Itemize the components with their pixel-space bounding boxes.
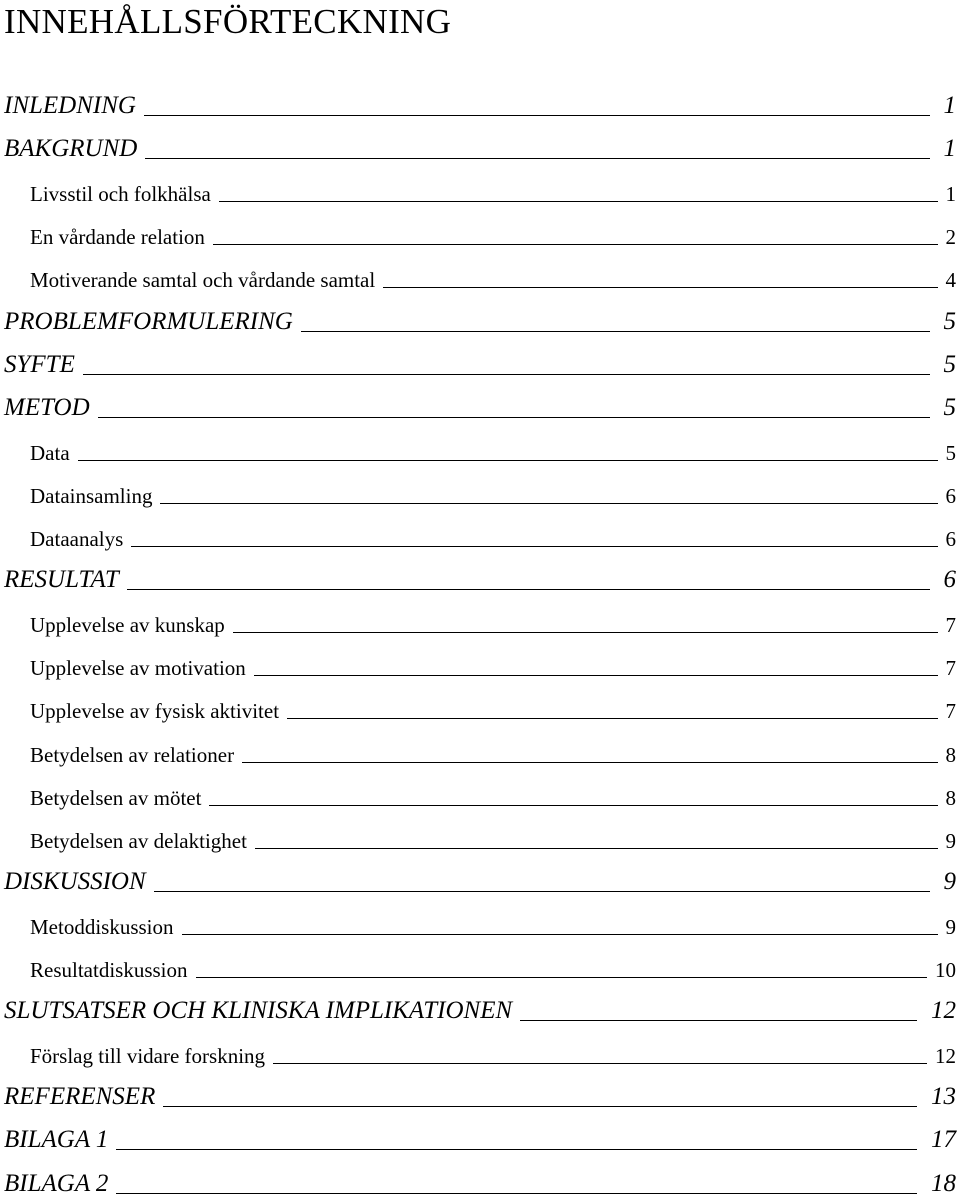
- toc-entry-label: REFERENSER: [4, 1083, 156, 1111]
- toc-entry-page: 5: [943, 350, 956, 378]
- toc-entry-label: Upplevelse av kunskap: [30, 613, 225, 638]
- toc-leader-line: [520, 1020, 917, 1021]
- toc-entry[interactable]: [0, 997, 960, 1025]
- toc-entry-label: Betydelsen av relationer: [30, 742, 235, 767]
- toc-entry-label: DISKUSSION: [4, 867, 146, 895]
- toc-leader-line: [233, 632, 938, 633]
- toc-entry-page: 17: [931, 1126, 956, 1154]
- toc-entry[interactable]: [0, 135, 960, 163]
- toc-entry-label: En vårdande relation: [30, 225, 205, 250]
- toc-entry-page: 1: [945, 182, 956, 207]
- toc-leader-line: [163, 1106, 917, 1107]
- page-title: INNEHÅLLSFÖRTECKNING: [4, 2, 452, 41]
- toc-entry[interactable]: [0, 351, 960, 379]
- toc-entry-label: Dataanalys: [30, 527, 124, 551]
- toc-entry-page: 8: [945, 785, 956, 810]
- toc-leader-line: [273, 1063, 927, 1064]
- toc-leader-line: [116, 1149, 917, 1150]
- toc-entry-page: 7: [945, 699, 956, 724]
- toc-entry[interactable]: [0, 527, 960, 551]
- toc-entry-page: 2: [945, 225, 956, 250]
- toc-entry-label: SYFTE: [4, 350, 75, 378]
- toc-entry-page: 9: [943, 867, 956, 895]
- toc-leader-line: [219, 201, 938, 202]
- toc-leader-line: [160, 503, 937, 504]
- toc-entry[interactable]: [0, 92, 960, 120]
- toc-entry-label: BAKGRUND: [4, 135, 138, 163]
- toc-entry-page: 4: [945, 268, 956, 293]
- toc-leader-line: [242, 762, 937, 763]
- toc-entry-label: PROBLEMFORMULERING: [4, 307, 293, 335]
- toc-entry[interactable]: [0, 743, 960, 767]
- toc-entry[interactable]: [0, 566, 960, 594]
- toc-entry-page: 7: [945, 656, 956, 681]
- toc-entry-label: Metoddiskussion: [30, 914, 174, 939]
- toc-entry-label: Data: [30, 440, 70, 465]
- toc-entry[interactable]: [0, 699, 960, 723]
- toc-leader-line: [127, 589, 930, 590]
- toc-entry[interactable]: [0, 958, 960, 982]
- toc-entry[interactable]: [0, 484, 960, 508]
- toc-entry-page: 13: [931, 1083, 956, 1111]
- toc-entry-label: Datainsamling: [30, 483, 153, 508]
- toc-entry-page: 6: [945, 483, 956, 508]
- toc-entry-label: INLEDNING: [4, 92, 136, 119]
- toc-entry-label: Motiverande samtal och vårdande samtal: [30, 268, 376, 293]
- toc-leader-line: [83, 374, 930, 375]
- toc-entry[interactable]: [0, 868, 960, 896]
- toc-leader-line: [383, 287, 937, 288]
- toc-entry[interactable]: [0, 268, 960, 292]
- toc-entry-label: METOD: [4, 393, 90, 421]
- toc-leader-line: [254, 675, 938, 676]
- toc-entry[interactable]: [0, 1170, 960, 1198]
- toc-entry-page: 6: [943, 566, 956, 594]
- toc-entry-page: 8: [945, 742, 956, 767]
- toc-entry-page: 5: [943, 393, 956, 421]
- toc-leader-line: [116, 1193, 917, 1194]
- toc-entry[interactable]: [0, 394, 960, 422]
- toc-leader-line: [78, 460, 938, 461]
- toc-entry[interactable]: [0, 915, 960, 939]
- toc-entry-page: 9: [945, 914, 956, 939]
- toc-leader-line: [196, 977, 927, 978]
- toc-entry-page: 6: [945, 527, 956, 551]
- toc-entry-label: Resultatdiskussion: [30, 958, 188, 982]
- toc-leader-line: [213, 244, 938, 245]
- toc-entry-page: 9: [945, 828, 956, 853]
- toc-entry-page: 12: [935, 1044, 956, 1069]
- toc-leader-line: [182, 934, 938, 935]
- toc-leader-line: [145, 158, 929, 159]
- toc-entry-label: Betydelsen av delaktighet: [30, 828, 247, 853]
- toc-entry[interactable]: [0, 1044, 960, 1068]
- toc-entry-label: BILAGA 2: [4, 1169, 109, 1197]
- toc-leader-line: [144, 115, 930, 116]
- toc-entry-page: 5: [943, 307, 956, 335]
- toc-entry-page: 18: [931, 1169, 956, 1197]
- toc-entry-page: 1: [943, 135, 956, 163]
- toc-leader-line: [287, 718, 937, 719]
- toc-entry-label: SLUTSATSER OCH KLINISKA IMPLIKATIONEN: [4, 997, 513, 1025]
- toc-leader-line: [131, 546, 937, 547]
- toc-entry[interactable]: [0, 656, 960, 680]
- toc-entry-page: 12: [931, 997, 956, 1025]
- toc-leader-line: [209, 805, 937, 806]
- toc-entry[interactable]: [0, 182, 960, 206]
- toc-leader-line: [301, 331, 930, 332]
- toc-entry-label: Livsstil och folkhälsa: [30, 182, 211, 207]
- toc-leader-line: [255, 848, 938, 849]
- toc-entry[interactable]: [0, 225, 960, 249]
- toc-entry[interactable]: [0, 829, 960, 853]
- toc-entry-label: Betydelsen av mötet: [30, 785, 202, 810]
- toc-entry[interactable]: [0, 1083, 960, 1111]
- toc-leader-line: [154, 891, 930, 892]
- toc-entry-page: 10: [935, 958, 956, 982]
- toc-entry-label: Upplevelse av motivation: [30, 656, 246, 681]
- toc-entry-label: Upplevelse av fysisk aktivitet: [30, 699, 280, 724]
- toc-entry-label: BILAGA 1: [4, 1126, 109, 1154]
- toc-entry-page: 7: [945, 613, 956, 638]
- toc-entry-page: 5: [945, 440, 956, 465]
- toc-entry-label: Förslag till vidare forskning: [30, 1044, 266, 1069]
- toc-entry[interactable]: [0, 1126, 960, 1154]
- toc-entry[interactable]: [0, 613, 960, 637]
- toc-leader-line: [98, 417, 930, 418]
- toc-entry-page: 1: [943, 92, 956, 119]
- toc-entry[interactable]: [0, 308, 960, 336]
- toc-entry[interactable]: [0, 786, 960, 810]
- toc-entry-label: RESULTAT: [4, 566, 119, 594]
- toc-entry[interactable]: [0, 441, 960, 465]
